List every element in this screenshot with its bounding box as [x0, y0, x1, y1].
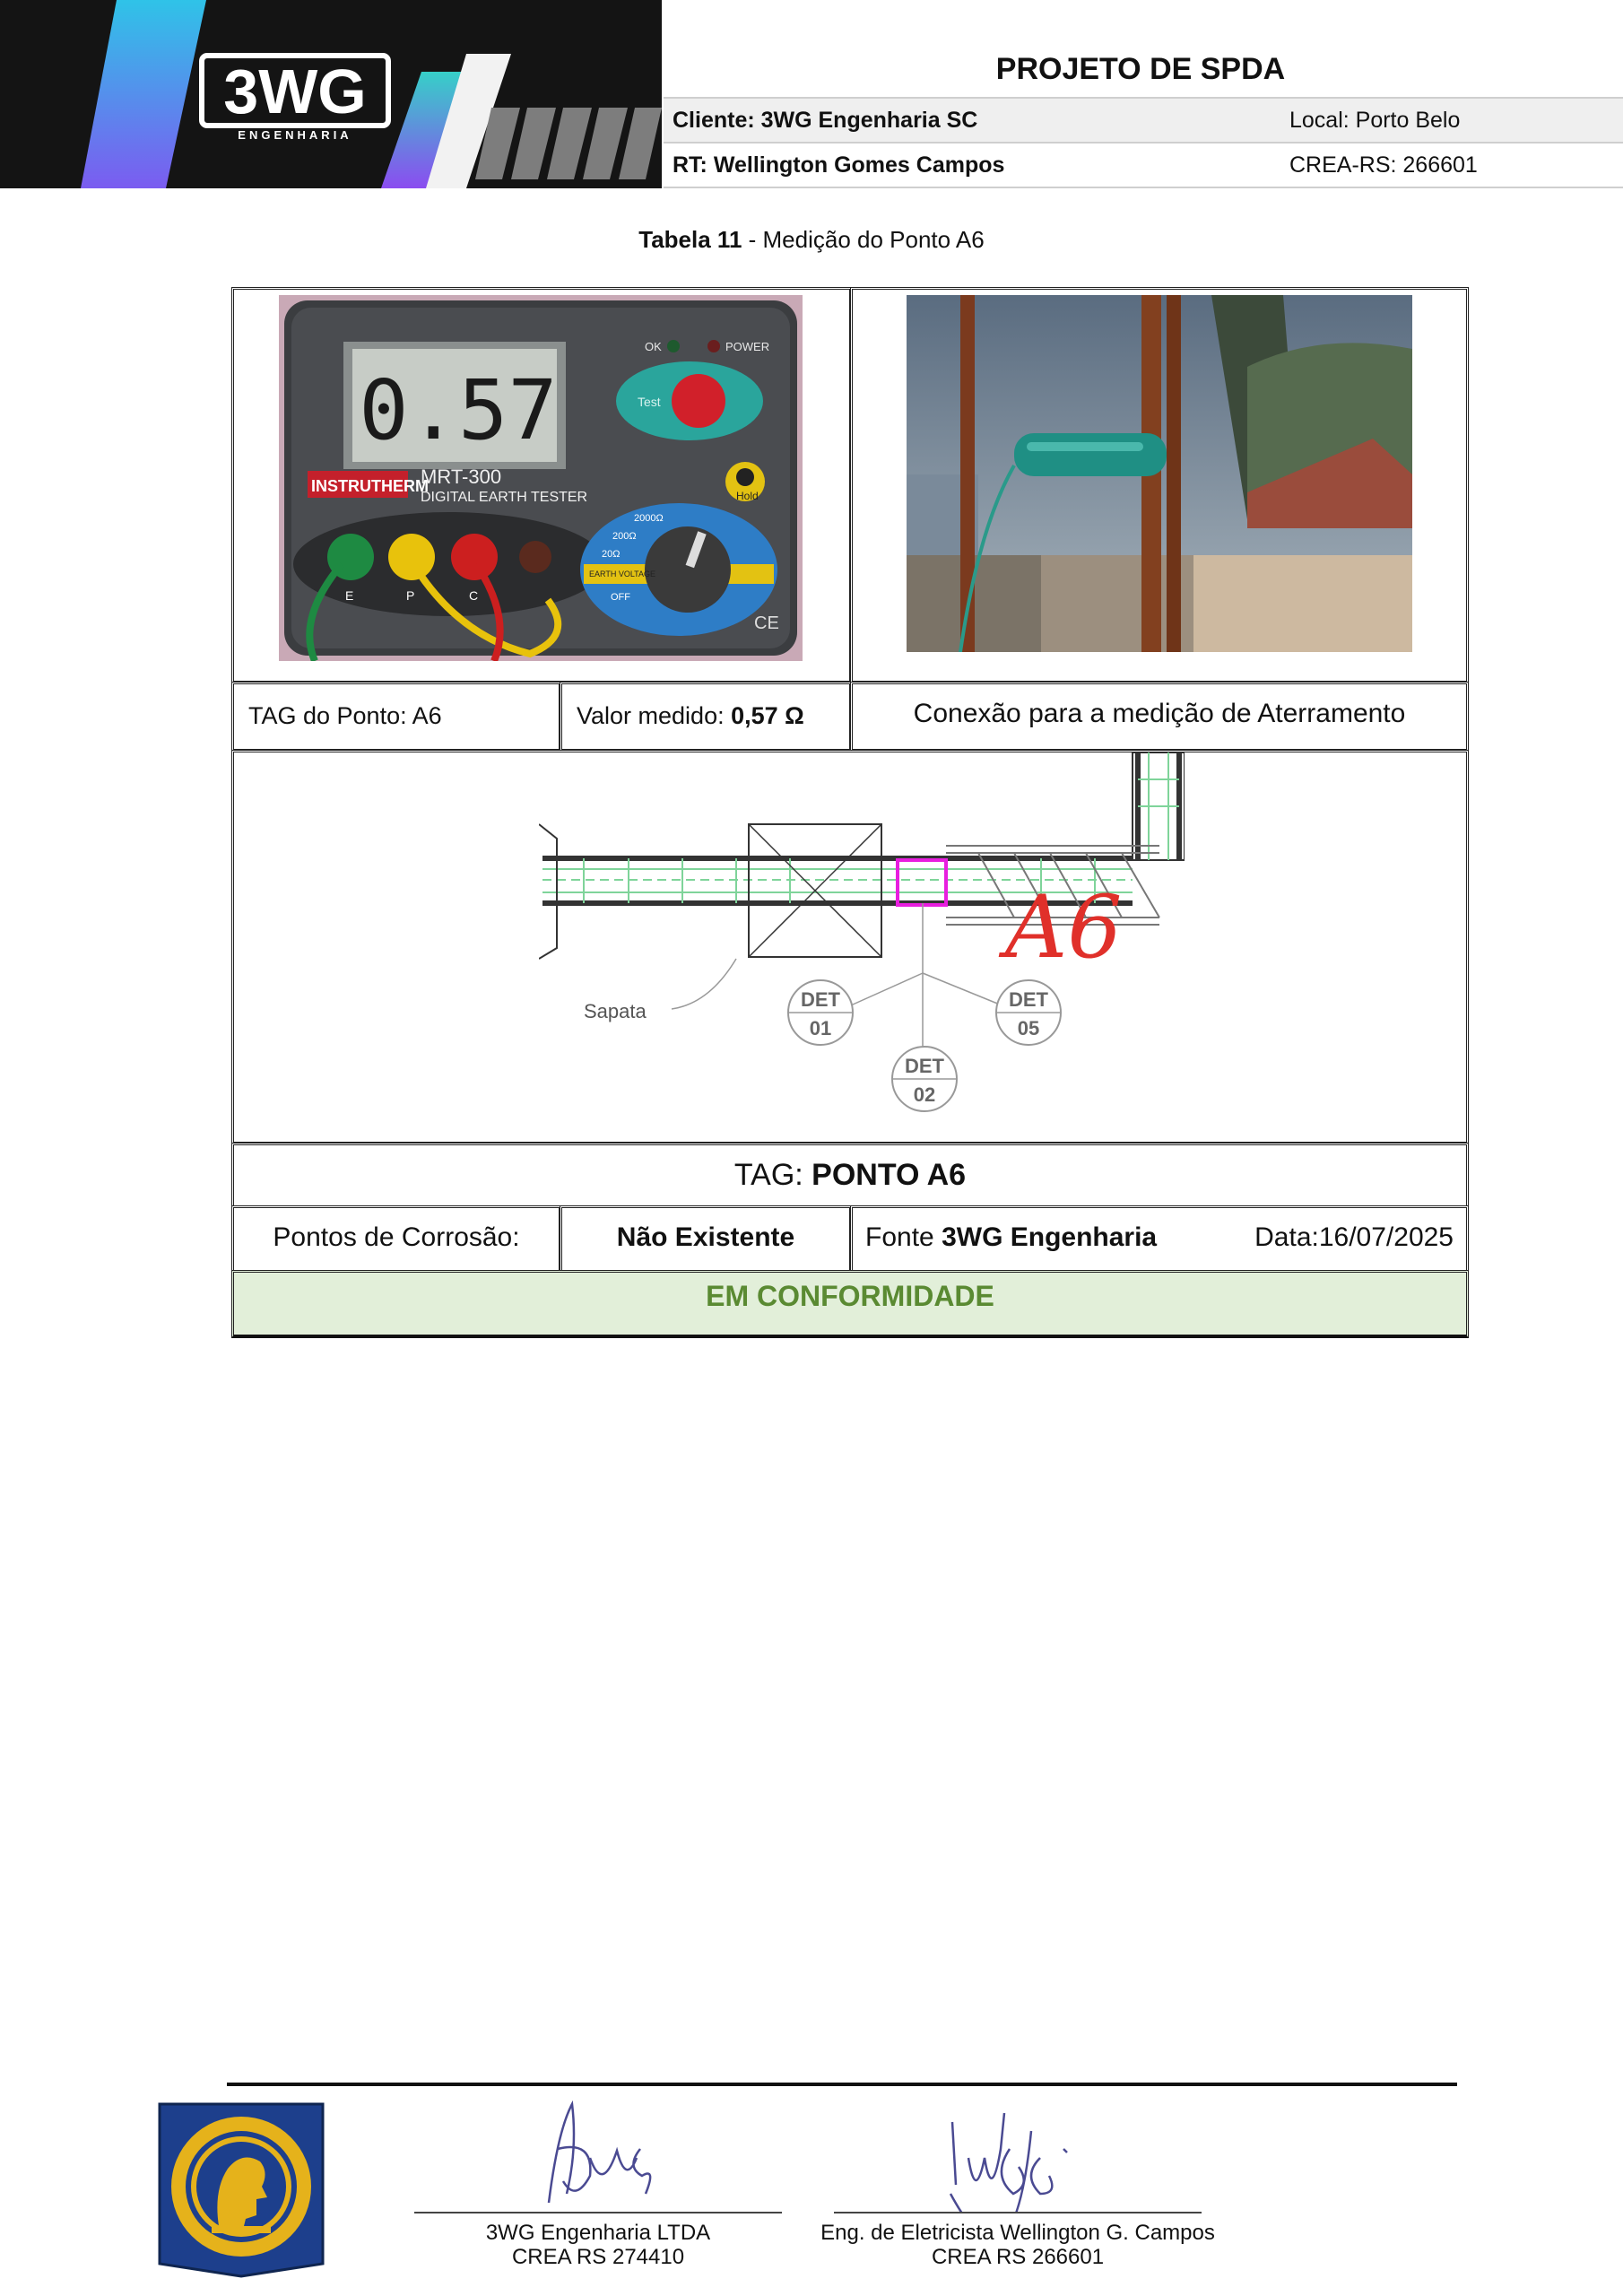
tag-point-text: TAG do Ponto: A6 [248, 702, 442, 729]
ce-mark: CE [754, 613, 779, 633]
meter-photo-cell [231, 287, 852, 683]
caption-text: - Medição do Ponto A6 [742, 226, 985, 253]
measured-value-cell [560, 682, 852, 752]
measured-value-text [577, 702, 804, 730]
terminal-c-label: C [469, 588, 479, 603]
range-3-label: 20Ω [602, 549, 621, 560]
det-01-top: DET [801, 988, 840, 1011]
rt-text: RT: Wellington Gomes Campos [673, 152, 1005, 178]
det-02-bottom: 02 [913, 1083, 936, 1106]
terminal-e-label: E [345, 588, 354, 603]
table-caption [0, 226, 1623, 254]
range-2-label: 200Ω [612, 531, 637, 542]
signature-1-icon [414, 2095, 782, 2212]
sapata-label: Sapata [584, 1000, 647, 1022]
conformity-text: EM CONFORMIDADE [706, 1280, 994, 1312]
signature-2-block [789, 2221, 1246, 2269]
det-01-bottom: 01 [809, 1017, 832, 1039]
date-text: Data:16/07/2025 [1254, 1222, 1454, 1252]
signature-2-line [834, 2212, 1202, 2213]
model-label: MRT-300 [421, 465, 502, 488]
header-client-row [664, 97, 1623, 144]
ok-label: OK [645, 340, 662, 353]
source-date-cell [850, 1205, 1469, 1274]
connection-photo-cell [850, 287, 1469, 683]
client-text: Cliente: 3WG Engenharia SC [673, 108, 978, 133]
signature-1-line [414, 2212, 782, 2213]
off-label: OFF [611, 592, 630, 603]
signature-1-block [414, 2221, 782, 2269]
meter-photo [279, 295, 803, 661]
crea-seal-icon [156, 2100, 326, 2280]
corrosion-label-cell [231, 1205, 561, 1274]
hold-label: Hold [736, 490, 759, 502]
measured-value-label: Valor medido: [577, 702, 732, 729]
header-logo-panel [0, 0, 662, 188]
tag-row-value: PONTO A6 [812, 1158, 967, 1192]
corrosion-value: Não Existente [616, 1222, 795, 1252]
corrosion-label: Pontos de Corrosão: [273, 1222, 520, 1252]
header-logo-graphic [0, 0, 662, 188]
logo-subtext: ENGENHARIA [238, 128, 352, 142]
header-rt-row [664, 144, 1623, 188]
drawing-cell [231, 750, 1469, 1144]
signature-2-icon [834, 2095, 1202, 2212]
power-label: POWER [725, 340, 770, 353]
conformity-cell [231, 1270, 1469, 1338]
lcd-reading: 0.57 [359, 362, 558, 458]
signature-1-crea: CREA RS 274410 [511, 2245, 685, 2269]
earth-voltage-label: EARTH VOLTAGE [589, 570, 656, 578]
brand-label: INSTRUTHERM [311, 477, 429, 495]
source-text [865, 1222, 1157, 1253]
connection-caption: Conexão para a medição de Aterramento [913, 699, 1406, 728]
crea-text: CREA-RS: 266601 [1289, 152, 1478, 178]
handwritten-tag: A6 [1005, 877, 1123, 978]
tag-row-text [234, 1158, 1466, 1193]
tag-row-cell [231, 1143, 1469, 1211]
footer-divider [227, 2083, 1457, 2086]
tag-row-label: TAG: [733, 1158, 812, 1192]
det-02-top: DET [905, 1055, 944, 1077]
signature-2-name: Eng. de Eletricista Wellington G. Campos [820, 2221, 1215, 2245]
local-text: Local: Porto Belo [1289, 108, 1461, 133]
connection-caption-cell [850, 682, 1469, 752]
signature-2-crea: CREA RS 266601 [931, 2245, 1105, 2269]
caption-number: Tabela 11 [638, 226, 742, 253]
measured-value: 0,57 Ω [731, 702, 804, 729]
terminal-p-label: P [406, 588, 415, 603]
source-label: Fonte [865, 1222, 942, 1252]
model-desc-label: DIGITAL EARTH TESTER [421, 490, 588, 505]
document-title: PROJETO DE SPDA [995, 52, 1286, 86]
det-05-top: DET [1009, 988, 1048, 1011]
source-value: 3WG Engenharia [942, 1222, 1158, 1252]
test-label: Test [638, 395, 661, 409]
plan-drawing [539, 752, 1185, 1129]
corrosion-value-cell [560, 1205, 852, 1274]
logo-text: 3WG [223, 57, 367, 126]
range-1-label: 2000Ω [634, 513, 664, 524]
connection-photo [907, 295, 1412, 652]
signature-1-name: 3WG Engenharia LTDA [485, 2221, 711, 2245]
det-05-bottom: 05 [1017, 1017, 1040, 1039]
measurement-table [231, 287, 1469, 1338]
tag-point-cell [231, 682, 561, 752]
